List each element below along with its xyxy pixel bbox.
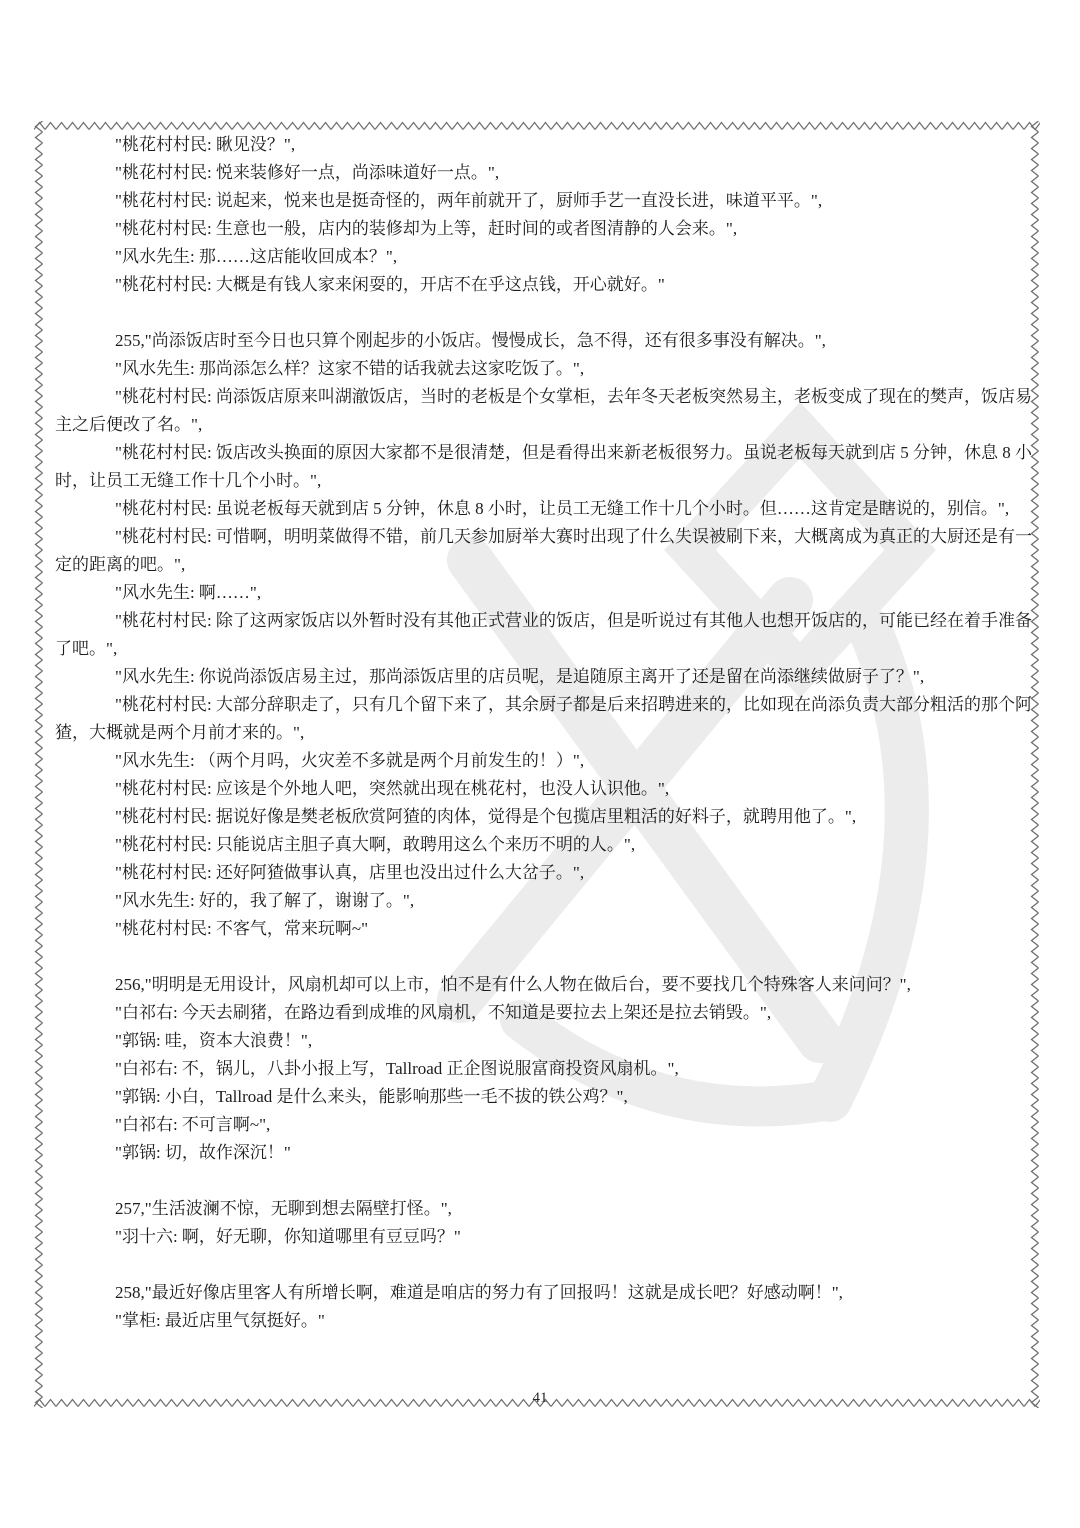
dialogue-section-257 — [55, 1195, 1032, 1251]
dialogue-line: "桃花村村民: 据说好像是樊老板欣赏阿猹的肉体，觉得是个包揽店里粗活的好料子，就聘用他了。", — [115, 807, 857, 826]
entry-header-line: 257,"生活波澜不惊，无聊到想去隔壁打怪。", — [115, 1199, 452, 1218]
dialogue-line: "风水先生: 你说尚添饭店易主过，那尚添饭店里的店员呢，是追随原主离开了还是留在尚添继续做厨子了？", — [115, 667, 925, 686]
dialogue-line: "风水先生: （两个月吗，火灾差不多就是两个月前发生的！）", — [115, 751, 585, 770]
section-gap — [55, 1167, 1032, 1195]
dialogue-line: "白祁右: 不，锅儿，八卦小报上写，Tallroad 正企图说服富商投资风扇机。", — [115, 1059, 679, 1078]
dialogue-line: "羽十六: 啊，好无聊，你知道哪里有豆豆吗？" — [115, 1227, 461, 1246]
dialogue-line: "桃花村村民: 大部分辞职走了，只有几个留下来了，其余厨子都是后来招聘进来的，比如现在尚添负责大部分粗活的那个阿猹，大概就是两个月前才来的。", — [55, 695, 1032, 742]
entry-header-line: 255,"尚添饭店时至今日也只算个刚起步的小饭店。慢慢成长，急不得，还有很多事没有解决。", — [115, 331, 826, 350]
dialogue-line: "白祁右: 不可言啊~", — [115, 1115, 271, 1134]
dialogue-line: "桃花村村民: 还好阿猹做事认真，店里也没出过什么大岔子。", — [115, 863, 585, 882]
page-border-top — [34, 121, 1040, 131]
dialogue-section-258 — [55, 1279, 1032, 1335]
dialogue-line: "桃花村村民: 虽说老板每天就到店 5 分钟，休息 8 小时，让员工无缝工作十几个小时。但……这肯定是瞎说的，别信。", — [115, 499, 1010, 518]
dialogue-line: "白祁右: 今天去刷猪，在路边看到成堆的风扇机，不知道是要拉去上架还是拉去销毁。", — [115, 1003, 772, 1022]
dialogue-line: "桃花村村民: 尚添饭店原来叫湖澈饭店，当时的老板是个女掌柜，去年冬天老板突然易主，老板变成了现在的樊声，饭店易主之后便改了名。", — [55, 387, 1032, 434]
entry-header-line: 258,"最近好像店里客人有所增长啊，难道是咱店的努力有了回报吗！这就是成长吧？好感动啊！", — [115, 1283, 843, 1302]
dialogue-line: "桃花村村民: 饭店改头换面的原因大家都不是很清楚，但是看得出来新老板很努力。虽说老板每天就到店 5 分钟，休息 8 小时，让员工无缝工作十几个小时。", — [55, 443, 1032, 490]
dialogue-line: "风水先生: 好的，我了解了，谢谢了。", — [115, 891, 415, 910]
dialogue-line: "桃花村村民: 不客气，常来玩啊~" — [115, 919, 369, 938]
dialogue-line: "风水先生: 啊……", — [115, 583, 262, 602]
page-number: 41 — [532, 1390, 548, 1406]
dialogue-section-continued — [55, 131, 1032, 299]
dialogue-line: "桃花村村民: 说起来，悦来也是挺奇怪的，两年前就开了，厨师手艺一直没长进，味道平平。", — [115, 191, 823, 210]
dialogue-line: "郭锅: 哇，资本大浪费！", — [115, 1031, 313, 1050]
dialogue-line: "桃花村村民: 生意也一般，店内的装修却为上等，赶时间的或者图清静的人会来。", — [115, 219, 738, 238]
dialogue-line: "风水先生: 那尚添怎么样？这家不错的话我就去这家吃饭了。", — [115, 359, 585, 378]
dialogue-line: "郭锅: 小白，Tallroad 是什么来头，能影响那些一毛不拔的铁公鸡？", — [115, 1087, 628, 1106]
dialogue-line: "郭锅: 切，故作深沉！" — [115, 1143, 291, 1162]
dialogue-line: "桃花村村民: 可惜啊，明明菜做得不错，前几天参加厨举大赛时出现了什么失误被刷下来，大概离成为真正的大厨还是有一定的距离的吧。", — [55, 527, 1032, 574]
dialogue-line: "桃花村村民: 瞅见没？", — [115, 135, 296, 154]
section-gap — [55, 1251, 1032, 1279]
dialogue-section-256 — [55, 971, 1032, 1167]
section-gap — [55, 943, 1032, 971]
dialogue-line: "风水先生: 那……这店能收回成本？", — [115, 247, 398, 266]
dialogue-line: "桃花村村民: 大概是有钱人家来闲耍的，开店不在乎这点钱，开心就好。" — [115, 275, 665, 294]
dialogue-line: "桃花村村民: 应该是个外地人吧，突然就出现在桃花村，也没人认识他。", — [115, 779, 670, 798]
dialogue-section-255 — [55, 327, 1032, 943]
section-gap — [55, 299, 1032, 327]
page-border-left — [34, 121, 44, 1408]
dialogue-line: "掌柜: 最近店里气氛挺好。" — [115, 1311, 325, 1330]
dialogue-line: "桃花村村民: 只能说店主胆子真大啊，敢聘用这么个来历不明的人。", — [115, 835, 636, 854]
dialogue-line: "桃花村村民: 悦来装修好一点，尚添味道好一点。", — [115, 163, 500, 182]
dialogue-line: "桃花村村民: 除了这两家饭店以外暂时没有其他正式营业的饭店，但是听说过有其他人也想开饭店的，可能已经在着手准备了吧。", — [55, 611, 1032, 658]
document-content — [55, 131, 1032, 1335]
entry-header-line: 256,"明明是无用设计，风扇机却可以上市，怕不是有什么人物在做后台，要不要找几个特殊客人来问问？", — [115, 975, 911, 994]
